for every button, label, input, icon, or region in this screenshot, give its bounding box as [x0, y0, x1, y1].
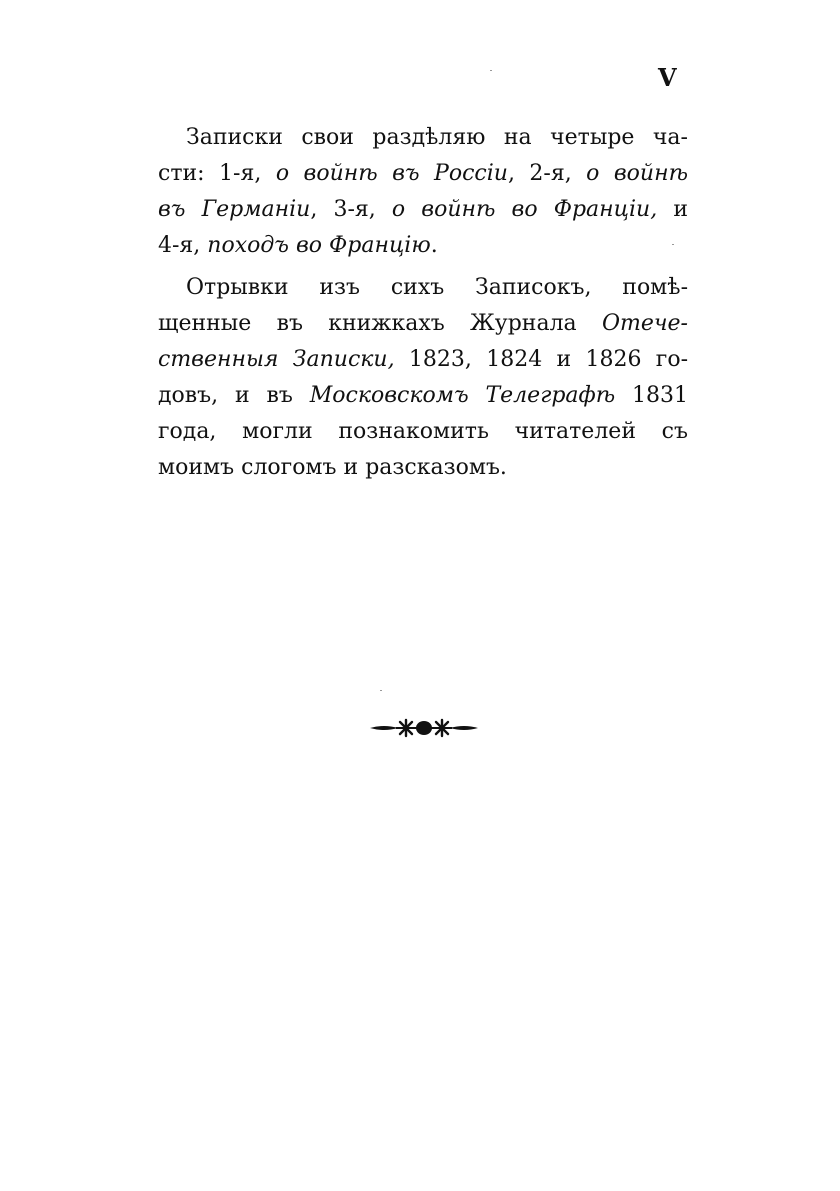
- text-run: года, могли познакомить читателей съ: [158, 419, 688, 444]
- italic-run: Отече-: [601, 311, 688, 336]
- text-run: Отрывки изъ сихъ Записокъ, помѣ-: [186, 275, 688, 300]
- text-run: довъ, и въ: [158, 383, 310, 408]
- paragraph-1-line-1: [158, 120, 688, 156]
- text-run: .: [430, 233, 438, 258]
- paragraph-1-line-3: [158, 192, 688, 228]
- text-run: 1831: [615, 383, 688, 408]
- text-run: моимъ слогомъ и разсказомъ.: [158, 455, 507, 480]
- paragraph-2-line-1: [158, 270, 688, 306]
- paragraph-2-line-5: [158, 414, 688, 450]
- italic-run: о войнѣ въ Россіи: [275, 161, 508, 186]
- decorative-ornament-icon: [368, 716, 480, 740]
- text-run: 4-я,: [158, 233, 208, 258]
- text-run: , 2-я,: [507, 161, 587, 186]
- italic-run: о войнѣ во Франціи,: [391, 197, 658, 222]
- paragraph-1-line-2: [158, 156, 688, 192]
- text-run: сти: 1-я,: [158, 161, 276, 186]
- paper-speck: [672, 244, 674, 245]
- paper-speck: [490, 70, 492, 71]
- paragraph-2-line-6: [158, 450, 688, 486]
- text-run: , 3-я,: [310, 197, 392, 222]
- page-number: V: [658, 63, 677, 92]
- italic-run: походъ во Францію: [207, 233, 431, 258]
- text-run: 1823, 1824 и 1826 го-: [394, 347, 688, 372]
- text-run: и: [657, 197, 688, 222]
- text-run: щенные въ книжкахъ Журнала: [158, 311, 602, 336]
- paragraph-2-line-4: [158, 378, 688, 414]
- paragraph-1-line-4: [158, 228, 688, 264]
- italic-run: ственныя Записки,: [158, 347, 395, 372]
- paper-speck: [380, 690, 382, 691]
- italic-run: Московскомъ Телеграфѣ: [309, 383, 616, 408]
- paragraph-2-line-2: [158, 306, 688, 342]
- italic-run: о войнѣ: [586, 161, 689, 186]
- paragraph-2-line-3: [158, 342, 688, 378]
- italic-run: въ Германіи: [158, 197, 311, 222]
- main-text: [158, 120, 688, 486]
- text-run: Записки свои раздѣляю на четыре ча-: [186, 125, 688, 150]
